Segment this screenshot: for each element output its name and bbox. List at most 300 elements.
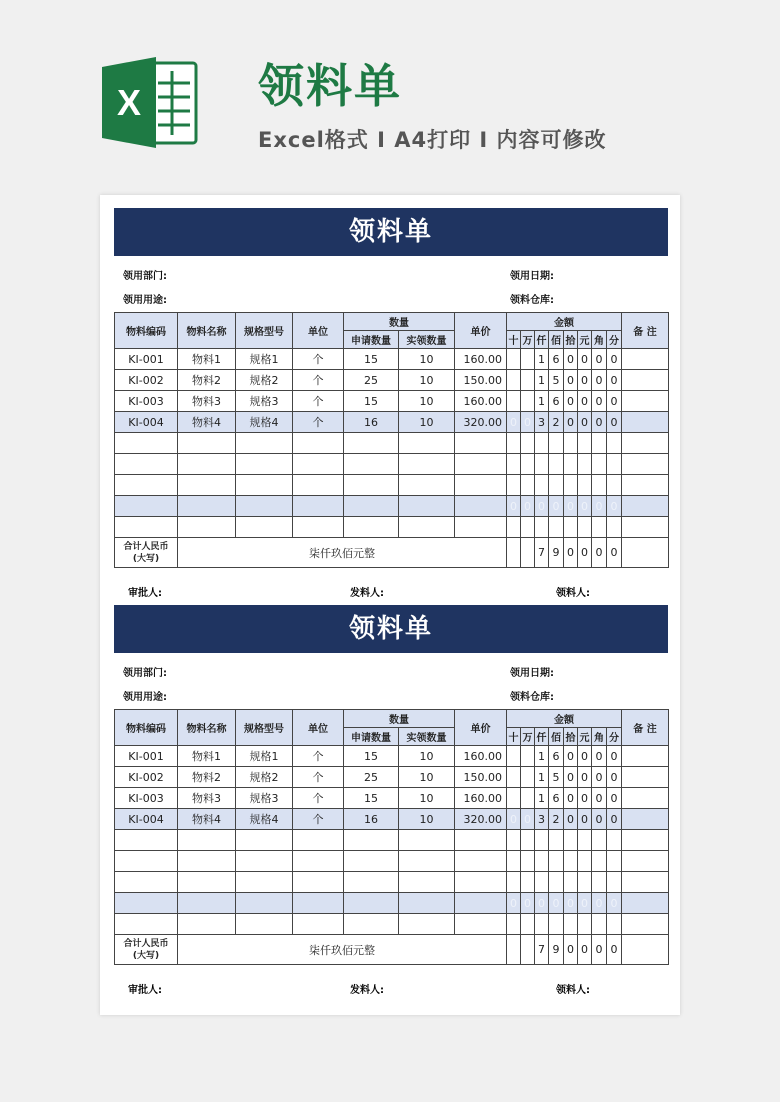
cell-digit[interactable]: 0	[564, 391, 578, 412]
cell-digit[interactable]	[549, 914, 564, 935]
cell-code[interactable]: KI-004	[115, 412, 178, 433]
cell-req[interactable]	[344, 914, 399, 935]
cell-digit[interactable]: 6	[549, 391, 564, 412]
cell-digit[interactable]: 0	[578, 496, 592, 517]
cell-digit[interactable]	[578, 872, 592, 893]
cell-code[interactable]: KI-003	[115, 391, 178, 412]
cell-digit[interactable]	[564, 851, 578, 872]
cell-act[interactable]: 10	[399, 746, 455, 767]
cell-digit[interactable]: 0	[521, 809, 535, 830]
col-digit: 角	[592, 728, 607, 746]
table-row	[115, 496, 669, 517]
cell-digit[interactable]	[521, 475, 535, 496]
cell-digit[interactable]	[578, 475, 592, 496]
cell-digit[interactable]	[535, 851, 549, 872]
cell-digit[interactable]	[521, 872, 535, 893]
cell-digit[interactable]: 0	[607, 809, 622, 830]
cell-unit[interactable]	[293, 433, 344, 454]
cell-digit[interactable]: 0	[592, 893, 607, 914]
cell-digit[interactable]	[521, 767, 535, 788]
cell-digit[interactable]	[549, 475, 564, 496]
cell-note[interactable]	[622, 893, 669, 914]
cell-digit[interactable]: 0	[564, 767, 578, 788]
cell-digit[interactable]	[564, 475, 578, 496]
cell-digit[interactable]: 0	[535, 496, 549, 517]
cell-note[interactable]	[622, 746, 669, 767]
cell-note[interactable]	[622, 496, 669, 517]
cell-unit[interactable]: 个	[293, 788, 344, 809]
cell-digit[interactable]: 3	[535, 412, 549, 433]
cell-code[interactable]	[115, 893, 178, 914]
cell-digit[interactable]: 6	[549, 746, 564, 767]
cell-digit[interactable]	[578, 517, 592, 538]
cell-digit[interactable]: 0	[507, 893, 521, 914]
cell-digit[interactable]	[564, 517, 578, 538]
cell-digit[interactable]: 0	[564, 349, 578, 370]
cell-price[interactable]	[455, 517, 507, 538]
cell-digit[interactable]: 0	[592, 412, 607, 433]
cell-digit[interactable]	[535, 914, 549, 935]
cell-spec[interactable]: 规格4	[236, 412, 293, 433]
total-label: 合计人民币 (大写)	[115, 538, 178, 568]
cell-unit[interactable]	[293, 893, 344, 914]
cell-digit[interactable]: 0	[564, 370, 578, 391]
cell-act[interactable]	[399, 830, 455, 851]
cell-unit[interactable]	[293, 914, 344, 935]
cell-digit[interactable]: 0	[607, 412, 622, 433]
cell-digit[interactable]: 0	[578, 412, 592, 433]
cell-name[interactable]	[178, 893, 236, 914]
cell-unit[interactable]	[293, 872, 344, 893]
cell-digit[interactable]	[507, 914, 521, 935]
cell-spec[interactable]	[236, 433, 293, 454]
cell-act[interactable]: 10	[399, 412, 455, 433]
cell-digit[interactable]: 6	[549, 349, 564, 370]
cell-price[interactable]	[455, 914, 507, 935]
cell-digit[interactable]	[592, 851, 607, 872]
cell-digit[interactable]	[607, 433, 622, 454]
cell-name[interactable]	[178, 433, 236, 454]
cell-digit[interactable]: 0	[549, 496, 564, 517]
cell-name[interactable]: 物料3	[178, 788, 236, 809]
cell-unit[interactable]	[293, 496, 344, 517]
cell-digit[interactable]: 0	[521, 893, 535, 914]
cell-spec[interactable]: 规格2	[236, 370, 293, 391]
total-row	[115, 935, 669, 965]
cell-digit[interactable]: 0	[607, 893, 622, 914]
cell-req[interactable]	[344, 851, 399, 872]
cell-price[interactable]	[455, 433, 507, 454]
cell-price[interactable]	[455, 454, 507, 475]
cell-act[interactable]	[399, 851, 455, 872]
cell-digit[interactable]: 0	[592, 809, 607, 830]
cell-note[interactable]	[622, 454, 669, 475]
cell-digit[interactable]: 0	[578, 893, 592, 914]
cell-digit[interactable]: 0	[578, 809, 592, 830]
cell-digit[interactable]: 0	[507, 809, 521, 830]
cell-note[interactable]	[622, 851, 669, 872]
cell-name[interactable]	[178, 475, 236, 496]
cell-name[interactable]: 物料1	[178, 746, 236, 767]
cell-digit[interactable]: 0	[578, 349, 592, 370]
cell-digit[interactable]	[535, 475, 549, 496]
cell-unit[interactable]: 个	[293, 370, 344, 391]
cell-digit[interactable]	[507, 370, 521, 391]
cell-spec[interactable]: 规格2	[236, 767, 293, 788]
cell-spec[interactable]	[236, 872, 293, 893]
cell-digit[interactable]	[521, 851, 535, 872]
cell-unit[interactable]: 个	[293, 746, 344, 767]
cell-digit[interactable]	[507, 391, 521, 412]
cell-digit[interactable]: 0	[607, 767, 622, 788]
cell-note[interactable]	[622, 349, 669, 370]
table-row	[115, 412, 669, 433]
cell-spec[interactable]	[236, 517, 293, 538]
cell-code[interactable]	[115, 454, 178, 475]
cell-digit[interactable]: 1	[535, 767, 549, 788]
cell-digit[interactable]	[578, 914, 592, 935]
cell-name[interactable]	[178, 517, 236, 538]
cell-act[interactable]	[399, 914, 455, 935]
cell-digit[interactable]: 0	[578, 746, 592, 767]
cell-digit[interactable]: 0	[607, 496, 622, 517]
cell-price[interactable]: 160.00	[455, 788, 507, 809]
cell-digit[interactable]: 0	[564, 788, 578, 809]
cell-digit[interactable]	[507, 746, 521, 767]
cell-digit[interactable]	[578, 830, 592, 851]
cell-digit[interactable]: 0	[592, 391, 607, 412]
cell-digit[interactable]	[521, 788, 535, 809]
cell-digit[interactable]	[578, 454, 592, 475]
cell-spec[interactable]	[236, 914, 293, 935]
cell-digit[interactable]	[564, 433, 578, 454]
cell-digit[interactable]: 5	[549, 370, 564, 391]
cell-digit[interactable]	[521, 454, 535, 475]
cell-note[interactable]	[622, 809, 669, 830]
cell-code[interactable]: KI-001	[115, 349, 178, 370]
cell-digit[interactable]	[507, 349, 521, 370]
cell-digit[interactable]	[607, 914, 622, 935]
cell-digit[interactable]: 0	[549, 893, 564, 914]
cell-req[interactable]	[344, 475, 399, 496]
cell-act[interactable]	[399, 475, 455, 496]
cell-spec[interactable]	[236, 851, 293, 872]
cell-digit[interactable]: 2	[549, 412, 564, 433]
cell-digit[interactable]	[607, 454, 622, 475]
cell-digit[interactable]	[592, 454, 607, 475]
cell-digit[interactable]	[564, 914, 578, 935]
cell-code[interactable]	[115, 517, 178, 538]
cell-digit[interactable]	[549, 830, 564, 851]
cell-req[interactable]	[344, 517, 399, 538]
cell-note[interactable]	[622, 830, 669, 851]
cell-req[interactable]	[344, 893, 399, 914]
cell-digit[interactable]	[607, 830, 622, 851]
approver-label: 审批人:	[128, 588, 162, 599]
cell-digit[interactable]: 1	[535, 788, 549, 809]
cell-digit[interactable]	[592, 872, 607, 893]
cell-name[interactable]: 物料1	[178, 349, 236, 370]
cell-digit[interactable]	[578, 851, 592, 872]
cell-price[interactable]	[455, 872, 507, 893]
cell-req[interactable]: 16	[344, 412, 399, 433]
cell-name[interactable]: 物料2	[178, 767, 236, 788]
cell-req[interactable]: 15	[344, 349, 399, 370]
cell-spec[interactable]: 规格3	[236, 788, 293, 809]
cell-note[interactable]	[622, 370, 669, 391]
cell-price[interactable]: 150.00	[455, 370, 507, 391]
cell-unit[interactable]: 个	[293, 412, 344, 433]
cell-price[interactable]	[455, 475, 507, 496]
cell-digit[interactable]	[549, 517, 564, 538]
cell-spec[interactable]: 规格4	[236, 809, 293, 830]
cell-act[interactable]: 10	[399, 809, 455, 830]
cell-unit[interactable]	[293, 851, 344, 872]
cell-price[interactable]: 160.00	[455, 746, 507, 767]
cell-code[interactable]	[115, 872, 178, 893]
cell-spec[interactable]	[236, 893, 293, 914]
cell-act[interactable]: 10	[399, 788, 455, 809]
cell-req[interactable]: 15	[344, 391, 399, 412]
cell-name[interactable]	[178, 872, 236, 893]
cell-digit[interactable]	[535, 872, 549, 893]
cell-digit[interactable]: 0	[564, 496, 578, 517]
cell-spec[interactable]: 规格1	[236, 349, 293, 370]
cell-digit[interactable]: 0	[607, 746, 622, 767]
cell-digit[interactable]	[521, 391, 535, 412]
cell-spec[interactable]	[236, 830, 293, 851]
cell-code[interactable]	[115, 830, 178, 851]
cell-unit[interactable]: 个	[293, 349, 344, 370]
cell-digit[interactable]: 1	[535, 370, 549, 391]
cell-act[interactable]: 10	[399, 391, 455, 412]
cell-note[interactable]	[622, 475, 669, 496]
cell-price[interactable]: 320.00	[455, 809, 507, 830]
cell-act[interactable]	[399, 433, 455, 454]
cell-digit[interactable]	[578, 433, 592, 454]
cell-price[interactable]: 160.00	[455, 349, 507, 370]
cell-spec[interactable]	[236, 496, 293, 517]
cell-price[interactable]	[455, 830, 507, 851]
cell-digit[interactable]: 0	[564, 746, 578, 767]
cell-digit[interactable]: 0	[578, 391, 592, 412]
cell-act[interactable]: 10	[399, 349, 455, 370]
cell-digit[interactable]: 6	[549, 788, 564, 809]
cell-note[interactable]	[622, 788, 669, 809]
cell-digit[interactable]	[549, 872, 564, 893]
cell-req[interactable]	[344, 433, 399, 454]
cell-digit[interactable]: 0	[564, 893, 578, 914]
cell-digit[interactable]: 0	[521, 496, 535, 517]
cell-price[interactable]: 150.00	[455, 767, 507, 788]
cell-digit[interactable]	[549, 454, 564, 475]
cell-note[interactable]	[622, 517, 669, 538]
cell-spec[interactable]	[236, 454, 293, 475]
cell-name[interactable]: 物料2	[178, 370, 236, 391]
cell-digit[interactable]	[549, 433, 564, 454]
cell-note[interactable]	[622, 433, 669, 454]
cell-act[interactable]: 10	[399, 767, 455, 788]
total-digit: 0	[578, 538, 592, 568]
cell-price[interactable]: 160.00	[455, 391, 507, 412]
cell-digit[interactable]: 0	[592, 496, 607, 517]
cell-digit[interactable]: 0	[607, 370, 622, 391]
cell-price[interactable]: 320.00	[455, 412, 507, 433]
cell-code[interactable]: KI-003	[115, 788, 178, 809]
cell-digit[interactable]	[535, 433, 549, 454]
cell-digit[interactable]	[521, 433, 535, 454]
cell-digit[interactable]: 0	[578, 767, 592, 788]
cell-digit[interactable]	[549, 851, 564, 872]
cell-unit[interactable]	[293, 475, 344, 496]
cell-unit[interactable]	[293, 830, 344, 851]
cell-name[interactable]: 物料4	[178, 809, 236, 830]
cell-note[interactable]	[622, 767, 669, 788]
cell-name[interactable]	[178, 851, 236, 872]
cell-req[interactable]	[344, 830, 399, 851]
cell-digit[interactable]	[507, 454, 521, 475]
cell-digit[interactable]: 0	[521, 412, 535, 433]
cell-digit[interactable]: 0	[592, 788, 607, 809]
cell-digit[interactable]	[592, 830, 607, 851]
cell-code[interactable]	[115, 851, 178, 872]
cell-req[interactable]: 15	[344, 746, 399, 767]
cell-digit[interactable]: 3	[535, 809, 549, 830]
cell-digit[interactable]	[507, 788, 521, 809]
cell-digit[interactable]	[521, 746, 535, 767]
cell-digit[interactable]	[521, 517, 535, 538]
cell-act[interactable]: 10	[399, 370, 455, 391]
cell-digit[interactable]: 0	[507, 412, 521, 433]
cell-digit[interactable]	[507, 830, 521, 851]
cell-digit[interactable]	[535, 830, 549, 851]
cell-digit[interactable]	[564, 872, 578, 893]
cell-digit[interactable]	[535, 454, 549, 475]
cell-digit[interactable]: 0	[607, 788, 622, 809]
cell-name[interactable]	[178, 830, 236, 851]
cell-unit[interactable]	[293, 454, 344, 475]
cell-note[interactable]	[622, 914, 669, 935]
cell-req[interactable]: 25	[344, 370, 399, 391]
cell-unit[interactable]	[293, 517, 344, 538]
cell-code[interactable]: KI-004	[115, 809, 178, 830]
cell-code[interactable]: KI-002	[115, 370, 178, 391]
cell-digit[interactable]	[592, 914, 607, 935]
cell-code[interactable]: KI-001	[115, 746, 178, 767]
cell-req[interactable]: 16	[344, 809, 399, 830]
cell-price[interactable]	[455, 851, 507, 872]
cell-req[interactable]	[344, 454, 399, 475]
cell-digit[interactable]	[607, 517, 622, 538]
cell-act[interactable]	[399, 872, 455, 893]
cell-req[interactable]: 25	[344, 767, 399, 788]
cell-digit[interactable]	[507, 517, 521, 538]
cell-name[interactable]: 物料4	[178, 412, 236, 433]
cell-name[interactable]	[178, 914, 236, 935]
cell-digit[interactable]	[507, 767, 521, 788]
cell-digit[interactable]	[607, 475, 622, 496]
cell-spec[interactable]: 规格1	[236, 746, 293, 767]
cell-digit[interactable]: 1	[535, 746, 549, 767]
cell-digit[interactable]: 0	[592, 746, 607, 767]
cell-digit[interactable]	[507, 851, 521, 872]
cell-note[interactable]	[622, 872, 669, 893]
total-digit: 9	[549, 935, 564, 965]
cell-act[interactable]	[399, 517, 455, 538]
cell-digit[interactable]: 0	[607, 391, 622, 412]
cell-digit[interactable]: 5	[549, 767, 564, 788]
info-row	[114, 284, 668, 308]
cell-price[interactable]	[455, 893, 507, 914]
cell-spec[interactable]	[236, 475, 293, 496]
form-title: 领料单	[114, 605, 668, 653]
cell-code[interactable]	[115, 433, 178, 454]
cell-code[interactable]: KI-002	[115, 767, 178, 788]
cell-name[interactable]	[178, 454, 236, 475]
cell-digit[interactable]: 0	[507, 496, 521, 517]
cell-digit[interactable]	[521, 349, 535, 370]
cell-digit[interactable]: 0	[535, 893, 549, 914]
cell-digit[interactable]	[607, 872, 622, 893]
cell-code[interactable]	[115, 475, 178, 496]
cell-act[interactable]	[399, 454, 455, 475]
cell-digit[interactable]	[592, 517, 607, 538]
cell-digit[interactable]	[507, 872, 521, 893]
cell-req[interactable]	[344, 872, 399, 893]
cell-digit[interactable]	[592, 475, 607, 496]
cell-digit[interactable]: 0	[564, 809, 578, 830]
cell-digit[interactable]: 0	[578, 788, 592, 809]
cell-act[interactable]	[399, 496, 455, 517]
cell-unit[interactable]: 个	[293, 767, 344, 788]
cell-digit[interactable]	[521, 914, 535, 935]
cell-digit[interactable]: 0	[592, 767, 607, 788]
cell-digit[interactable]: 2	[549, 809, 564, 830]
cell-note[interactable]	[622, 391, 669, 412]
cell-name[interactable]	[178, 496, 236, 517]
cell-act[interactable]	[399, 893, 455, 914]
cell-req[interactable]: 15	[344, 788, 399, 809]
cell-name[interactable]: 物料3	[178, 391, 236, 412]
cell-digit[interactable]	[564, 830, 578, 851]
cell-digit[interactable]: 0	[564, 412, 578, 433]
cell-digit[interactable]	[521, 830, 535, 851]
cell-code[interactable]	[115, 496, 178, 517]
cell-digit[interactable]: 1	[535, 349, 549, 370]
cell-unit[interactable]: 个	[293, 391, 344, 412]
cell-note[interactable]	[622, 412, 669, 433]
cell-code[interactable]	[115, 914, 178, 935]
cell-price[interactable]	[455, 496, 507, 517]
cell-digit[interactable]: 0	[592, 349, 607, 370]
cell-digit[interactable]	[592, 433, 607, 454]
cell-digit[interactable]: 0	[578, 370, 592, 391]
cell-digit[interactable]	[564, 454, 578, 475]
signature-row	[114, 572, 668, 602]
cell-digit[interactable]	[607, 851, 622, 872]
cell-digit[interactable]: 0	[607, 349, 622, 370]
cell-unit[interactable]: 个	[293, 809, 344, 830]
cell-digit[interactable]	[507, 433, 521, 454]
cell-digit[interactable]	[521, 370, 535, 391]
cell-digit[interactable]	[535, 517, 549, 538]
cell-digit[interactable]: 1	[535, 391, 549, 412]
cell-req[interactable]	[344, 496, 399, 517]
cell-spec[interactable]: 规格3	[236, 391, 293, 412]
cell-digit[interactable]	[507, 475, 521, 496]
cell-digit[interactable]: 0	[592, 370, 607, 391]
table-row	[115, 475, 669, 496]
